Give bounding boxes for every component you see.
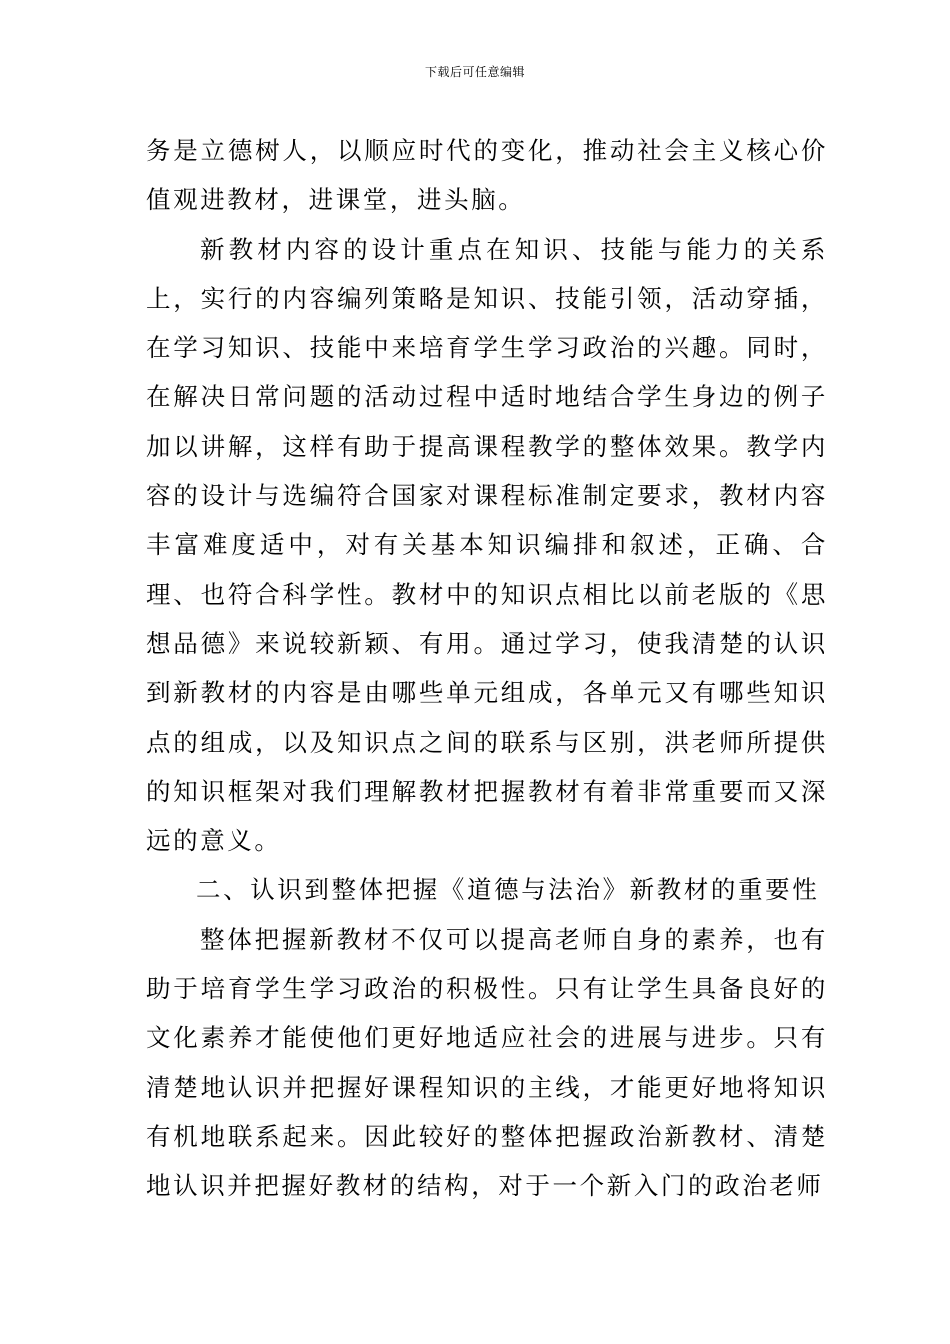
- paragraph-continuation: 务是立德树人，以顺应时代的变化，推动社会主义核心价值观进教材，进课堂，进头脑。: [146, 136, 828, 215]
- document-body: [146, 126, 828, 1211]
- paragraph-overall-grasp: 整体把握新教材不仅可以提高老师自身的素养，也有助于培育学生学习政治的积极性。只有让学生具备良好的文化素养才能使他们更好地适应社会的进展与进步。只有清楚地认识并把握好课程知识的主线，才能更好地将知识有机地联系起来。因此较好的整体把握政治新教材、清楚地认识并把握好教材的结构，对于一个新入门的政治老师: [146, 924, 828, 1201]
- page-header-note: 下载后可任意编辑: [424, 65, 525, 79]
- paragraph-new-textbook-design: 新教材内容的设计重点在知识、技能与能力的关系上，实行的内容编列策略是知识、技能引领，活动穿插，在学习知识、技能中来培育学生学习政治的兴趣。同时，在解决日常问题的活动过程中适时地结合学生身边的例子加以讲解，这样有助于提高课程教学的整体效果。教学内容的设计与选编符合国家对课程标准制定要求，教材内容丰富难度适中，对有关基本知识编排和叙述，正确、合理、也符合科学性。教材中的知识点相比以前老版的《思想品德》来说较新颖、有用。通过学习，使我清楚的认识到新教材的内容是由哪些单元组成，各单元又有哪些知识点的组成，以及知识点之间的联系与区别，洪老师所提供的知识框架对我们理解教材把握教材有着非常重要而又深远的意义。: [146, 234, 828, 856]
- section-heading-two: 二、认识到整体把握《道德与法治》新教材的重要性: [196, 875, 820, 905]
